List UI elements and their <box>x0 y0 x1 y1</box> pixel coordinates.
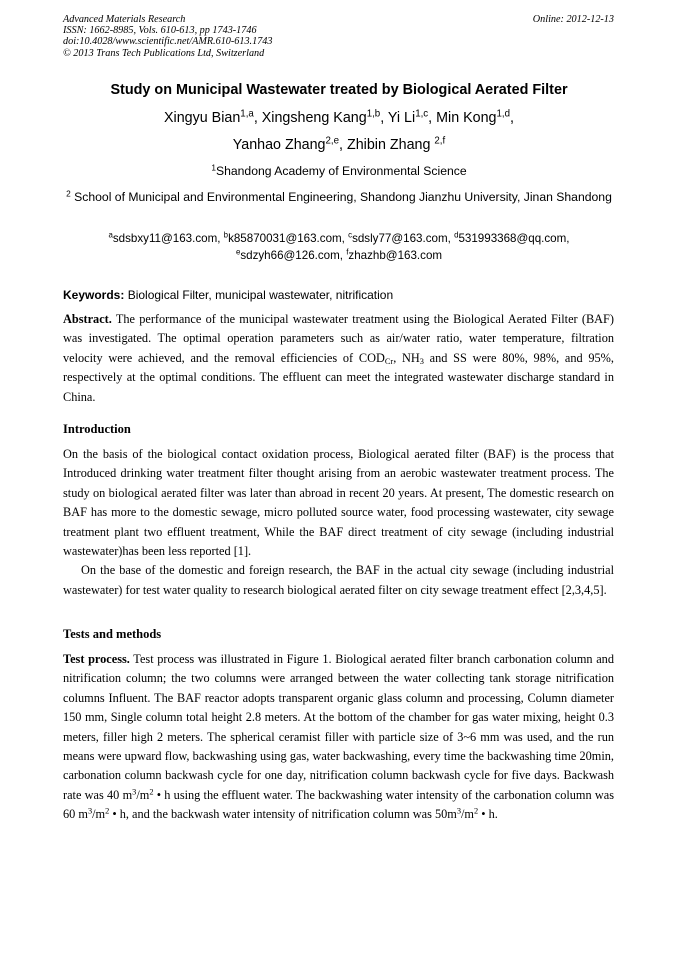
author-emails: $^a$sdsbxy11@163.com, $^b$k85870031@163.com, $^c$sdsly77@163.com, $^d$531993368@qq.com, $^e$sdzyh66@126.com, $^f$zhazhb@163.com <box>108 230 570 262</box>
paragraph: On the base of the domestic and foreign research, the BAF in the actual city sewage (including industrial wastewater) for test water quality to research biological aerated filter on city sewage treatment effect [2,3,4,5]. <box>63 563 614 597</box>
paragraph: On the basis of the biological contact oxidation process, Biological aerated filter (BAF) is the process that Introduced drinking water treatment filter thought arising from an aerobic wastewater treatment process. The study on biological aerated filter was later than abroad in recent 20 years. At present, The domestic research on BAF has more to the domestic sewage, micro polluted source water, food processing wastewater, city sewage treatment plant two effluent treatment, While the BAF direct treatment of city sewage (including industrial wastewater)has been less reported [1]. <box>63 447 614 559</box>
email-link[interactable]: zhazhb@163.com <box>348 249 443 262</box>
affiliation-1: $^1$Shandong Academy of Environmental Science <box>211 162 467 178</box>
author-sup: 2,e <box>325 135 340 147</box>
author-line-1: Xingyu Bian$^{1,a}$, Xingsheng Kang$^{1,b}$, Yi Li$^{1,c}$, Min Kong$^{1,d}$, <box>163 108 515 126</box>
email-link[interactable]: sdsly77@163.com, <box>352 232 455 245</box>
keywords-text: Biological Filter, municipal wastewater, nitrification <box>124 288 394 302</box>
introduction-body <box>63 445 614 600</box>
section-heading-introduction: Introduction <box>63 422 131 436</box>
copyright-line: © 2013 Trans Tech Publications Ltd, Switzerland <box>63 47 265 59</box>
email-link[interactable]: k85870031@163.com, <box>228 232 349 245</box>
journal-name: Advanced Materials Research <box>63 14 186 25</box>
author-name: Yi Li <box>387 110 416 126</box>
abstract: Abstract. The performance of the municipal wastewater treatment using the Biological Aerated Filter (BAF) was investigated. The optimal operation parameters such as air/water ratio, water temperature, filtration velocity were achieved, and the removal efficiencies of $COD_{Cr}$, $NH_3$ and SS were 80%, 98%, and 95%, respectively at the optimal conditions. The effluent can meet the integrated wastewater discharge standard in China. <box>63 312 614 404</box>
doi-line: doi:10.4028/www.scientific.net/AMR.610-613.1743 <box>63 36 273 48</box>
author-line-2: Yanhao Zhang$^{2,e}$, Zhibin Zhang $^{2,f}$ <box>232 135 446 153</box>
author-sup: 1,d <box>496 108 511 120</box>
author-sup: 1,b <box>366 108 381 120</box>
author-name: Yanhao Zhang <box>232 137 326 153</box>
keywords <box>63 288 393 302</box>
tests-body: Test process. Test process was illustrated in Figure 1. Biological aerated filter branch carbonation column and nitrification column; the two columns were arranged between the water collecting tank storage nitrification columns Influent. The BAF reactor adopts transparent organic glass column and processing, Column diameter 150 mm, Single column total height 2.8 meters. At the bottom of the chamber for gas water mixing, height 0.3 meters, filler high 2 meters. The spherical ceramist filler with particle size of 3~6 mm was used, and the run means were upward flow, backwashing using gas, water backwashing, every time the backwashing time 20min, carbonation column backwash cycle for one day, nitrification column backwash cycle for five days. Backwash rate was 40 $m^3/m^2$ • h using the effluent water. The backwashing water intensity of the carbonation column was 60 $m^3/m^2$ • h, and the backwash water intensity of nitrification column was $50m^3/m^2$ • h. <box>63 652 615 822</box>
email-link[interactable]: sdzyh66@126.com, <box>240 249 347 262</box>
author-name: Zhibin Zhang <box>346 137 435 153</box>
author-name: Xingyu Bian <box>163 110 241 126</box>
paper-title: Study on Municipal Wastewater treated by Biological Aerated Filter <box>110 82 568 98</box>
email-link[interactable]: 531993368@qq.com, <box>458 232 570 245</box>
keywords-label: Keywords: <box>63 288 125 302</box>
author-sup: 1,a <box>240 108 254 120</box>
author-sup: 2,f <box>434 135 446 147</box>
email-link[interactable]: sdsbxy11@163.com, <box>112 232 224 245</box>
abstract-label: Abstract. <box>63 312 112 326</box>
journal-header <box>63 14 272 59</box>
issn-line: ISSN: 1662-8985, Vols. 610-613, pp 1743-1746 <box>63 25 257 37</box>
online-date: Online: 2012-12-13 <box>532 14 614 25</box>
subsection-label: Test process. <box>63 652 130 666</box>
section-heading-tests: Tests and methods <box>63 627 162 641</box>
affiliation-2: $^2$ School of Municipal and Environmental Engineering, Shandong Jianzhu University, Jinan Shandong <box>66 188 612 204</box>
author-sup: 1,c <box>415 108 429 120</box>
author-name: Min Kong <box>436 110 497 126</box>
author-name: Xingsheng Kang <box>261 110 367 126</box>
